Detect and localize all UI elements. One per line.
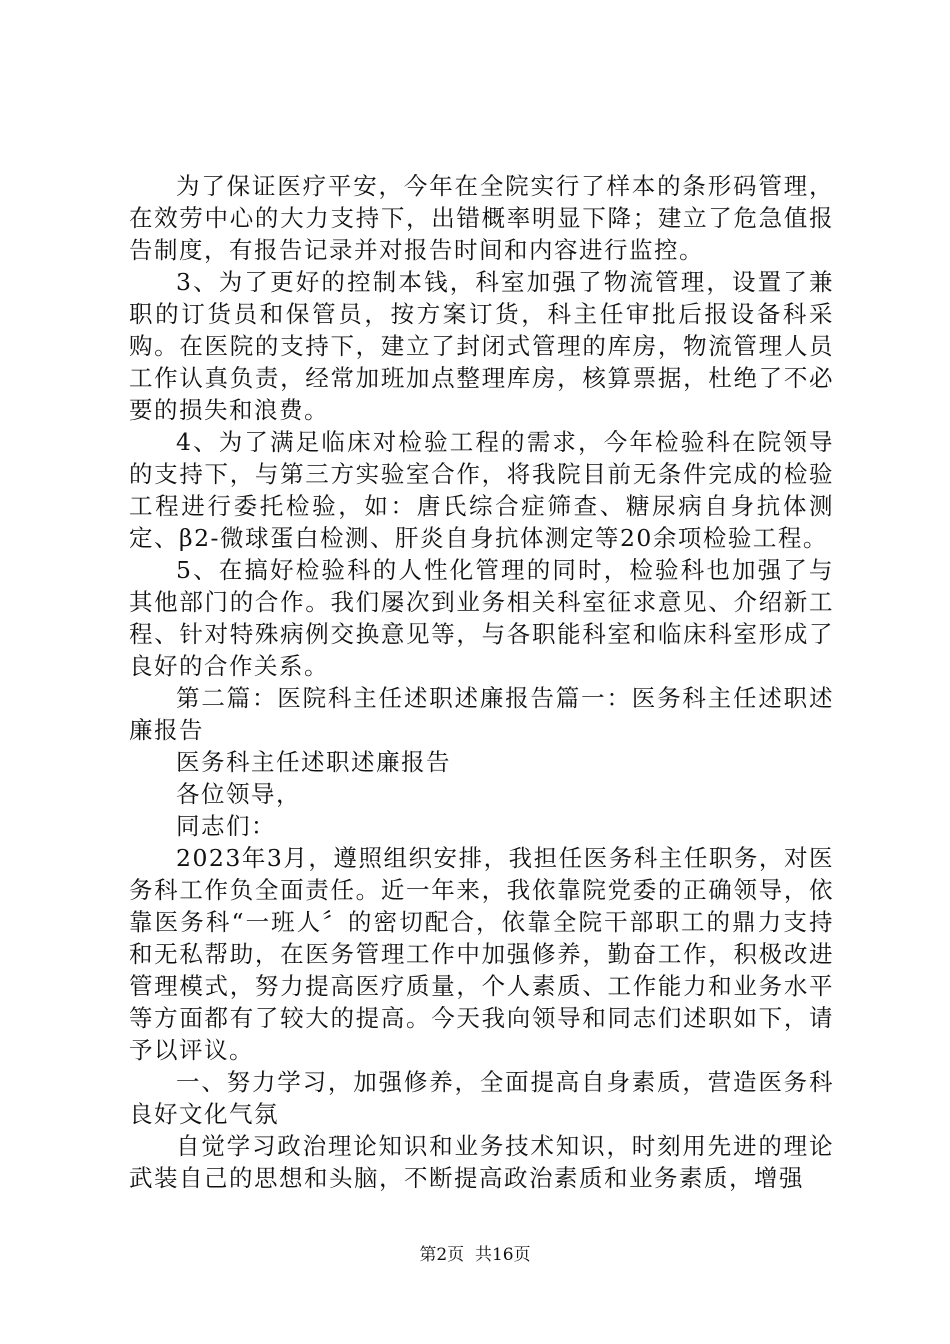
section-heading-one: 一、努力学习，加强修养，全面提高自身素质，营造医务科良好文化气氛 bbox=[129, 1068, 834, 1128]
document-body bbox=[129, 170, 834, 1194]
paragraph-item-5: 5、在搞好检验科的人性化管理的同时，检验科也加强了与其他部门的合作。我们屡次到业务相关科室征求意见、介绍新工程、针对特殊病例交换意见等，与各职能科室和临床科室形成了良好的合作关系。 bbox=[129, 556, 834, 680]
salutation-comrades: 同志们： bbox=[176, 812, 276, 840]
section-heading-part-two: 第二篇：医院科主任述职述廉报告篇一：医务科主任述职述廉报告 bbox=[129, 684, 834, 744]
paragraph-item-3: 3、为了更好的控制本钱，科室加强了物流管理，设置了兼职的订货员和保管员，按方案订货，科主任审批后报设备科采购。在医院的支持下，建立了封闭式管理的库房，物流管理人员工作认真负责，经常加班加点整理库房，核算票据，杜绝了不必要的损失和浪费。 bbox=[129, 268, 834, 424]
paragraph-item-4: 4、为了满足临床对检验工程的需求，今年检验科在院领导的支持下，与第三方实验室合作，将我院目前无条件完成的检验工程进行委托检验，如：唐氏综合症筛查、糖尿病自身抗体测定、β2-微球蛋白检测、肝炎自身抗体测定等20余项检验工程。 bbox=[129, 428, 834, 552]
paragraph-quality-safety: 为了保证医疗平安，今年在全院实行了样本的条形码管理，在效劳中心的大力支持下，出错概率明显下降；建立了危急值报告制度，有报告记录并对报告时间和内容进行监控。 bbox=[129, 172, 834, 264]
page-footer bbox=[0, 1244, 950, 1266]
salutation-leaders: 各位领导， bbox=[176, 780, 301, 808]
paragraph-study: 自觉学习政治理论知识和业务技术知识，时刻用先进的理论武装自己的思想和头脑，不断提高政治素质和业务素质，增强 bbox=[129, 1132, 834, 1192]
paragraph-intro: 2023年3月，遵照组织安排，我担任医务科主任职务，对医务科工作负全面责任。近一年来，我依靠院党委的正确领导，依靠医务科“一班人〞的密切配合，依靠全院干部职工的鼎力支持和无私帮助，在医务管理工作中加强修养，勤奋工作，积极改进管理模式，努力提高医疗质量，个人素质、工作能力和业务水平等方面都有了较大的提高。今天我向领导和同志们述职如下，请予以评议。 bbox=[129, 844, 834, 1064]
page-number-label: 第2页 共16页 bbox=[419, 1245, 531, 1265]
report-title: 医务科主任述职述廉报告 bbox=[176, 748, 451, 776]
